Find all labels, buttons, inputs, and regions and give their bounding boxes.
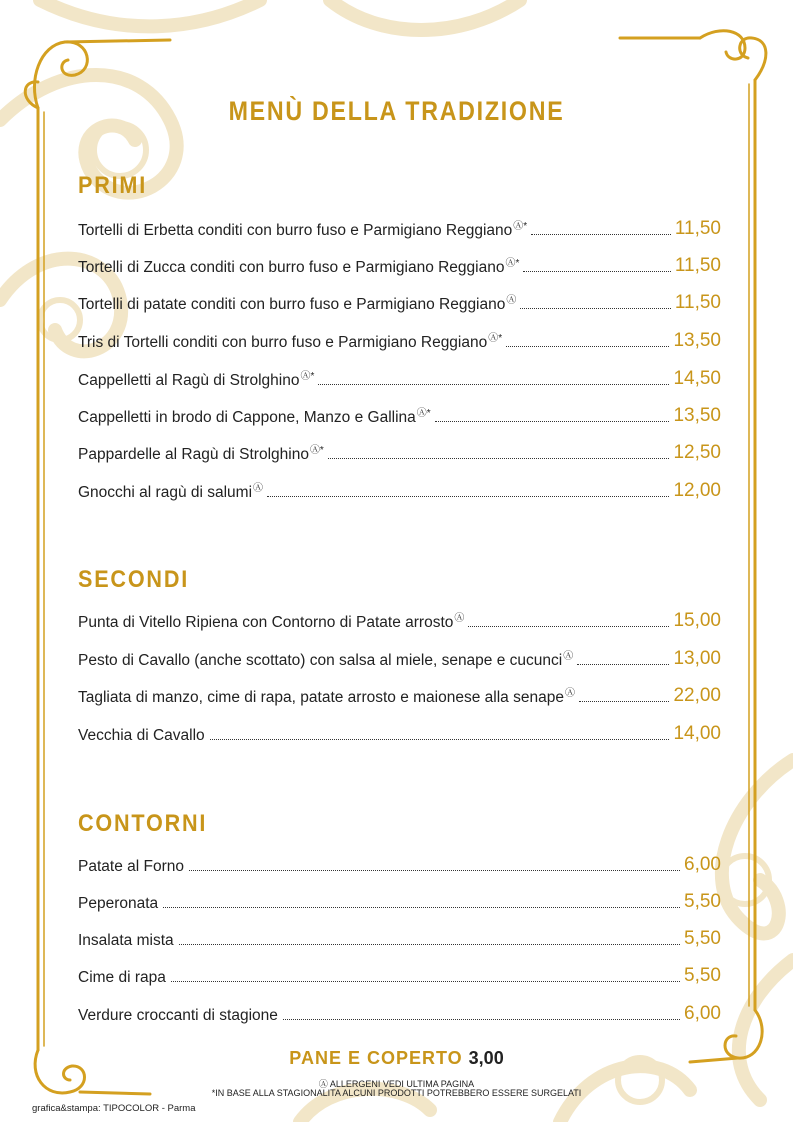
menu-title: MENÙ DELLA TRADIZIONE bbox=[228, 96, 565, 126]
dot-leader bbox=[267, 495, 669, 497]
item-price: 11,50 bbox=[674, 218, 721, 239]
pane-price: 3,00 bbox=[468, 1048, 504, 1068]
item-price: 11,50 bbox=[674, 255, 721, 276]
menu-item bbox=[78, 608, 721, 632]
dot-leader bbox=[523, 270, 670, 272]
allergen-mark: Ⓐ bbox=[253, 483, 264, 494]
allergen-mark: Ⓐ* bbox=[300, 371, 315, 382]
menu-item bbox=[78, 478, 721, 502]
section-title-primi: PRIMI bbox=[78, 172, 148, 199]
menu-item bbox=[78, 328, 721, 352]
menu-item bbox=[78, 721, 721, 745]
item-name: Patate al Forno bbox=[78, 858, 184, 875]
item-name: Pesto di Cavallo (anche scottato) con salsa al miele, senape e cucunciⒶ bbox=[78, 651, 574, 669]
item-price: 6,00 bbox=[684, 1003, 721, 1024]
item-name: Insalata mista bbox=[78, 932, 174, 949]
dot-leader bbox=[179, 943, 680, 945]
item-name: Punta di Vitello Ripiena con Contorno di Patate arrostoⒶ bbox=[78, 613, 465, 631]
print-credit: grafica&stampa: TIPOCOLOR - Parma bbox=[32, 1103, 196, 1114]
menu-item bbox=[78, 926, 721, 950]
item-price: 14,00 bbox=[673, 723, 721, 744]
menu-item bbox=[78, 216, 721, 240]
item-price: 5,50 bbox=[684, 928, 721, 949]
dot-leader bbox=[506, 345, 669, 347]
item-name: Tortelli di Erbetta conditi con burro fuso e Parmigiano ReggianoⒶ* bbox=[78, 221, 528, 239]
item-price: 14,50 bbox=[673, 368, 721, 389]
section-title-secondi: SECONDI bbox=[78, 566, 190, 593]
season-note: *IN BASE ALLA STAGIONALITA ALCUNI PRODOTTI POTREBBERO ESSERE SURGELATI bbox=[211, 1088, 582, 1098]
menu-item bbox=[78, 290, 721, 314]
menu-item bbox=[78, 683, 721, 707]
item-price: 13,50 bbox=[673, 405, 721, 426]
dot-leader bbox=[171, 980, 680, 982]
menu-item bbox=[78, 963, 721, 987]
item-price: 13,00 bbox=[673, 648, 721, 669]
item-price: 11,50 bbox=[674, 292, 721, 313]
pane-label: PANE E COPERTO bbox=[289, 1048, 463, 1068]
item-name: Tortelli di patate conditi con burro fuso e Parmigiano ReggianoⒶ bbox=[78, 295, 517, 313]
allergen-mark: Ⓐ bbox=[564, 688, 575, 699]
dot-leader bbox=[163, 906, 680, 908]
item-name: Peperonata bbox=[78, 895, 159, 912]
dot-leader bbox=[531, 233, 671, 235]
menu-item bbox=[78, 366, 721, 390]
item-name: Pappardelle al Ragù di StrolghinoⒶ* bbox=[78, 445, 324, 463]
allergen-mark: Ⓐ* bbox=[488, 333, 503, 344]
allergen-mark: Ⓐ* bbox=[416, 408, 431, 419]
allergen-mark: Ⓐ* bbox=[505, 258, 520, 269]
item-price: 15,00 bbox=[673, 610, 721, 631]
item-name: Tagliata di manzo, cime di rapa, patate arrosto e maionese alla senapeⒶ bbox=[78, 688, 575, 706]
dot-leader bbox=[328, 457, 670, 459]
item-price: 12,50 bbox=[673, 442, 721, 463]
item-price: 6,00 bbox=[684, 854, 721, 875]
allergen-note: Ⓐ ALLERGENI VEDI ULTIMA PAGINA bbox=[318, 1079, 475, 1089]
item-name: Cime di rapa bbox=[78, 969, 166, 986]
dot-leader bbox=[283, 1018, 680, 1020]
item-price: 22,00 bbox=[673, 685, 721, 706]
menu-item bbox=[78, 253, 721, 277]
pane-e-coperto bbox=[0, 1048, 793, 1069]
allergen-mark: Ⓐ* bbox=[309, 445, 324, 456]
dot-leader bbox=[520, 307, 670, 309]
item-price: 5,50 bbox=[684, 965, 721, 986]
dot-leader bbox=[579, 700, 670, 702]
item-price: 13,50 bbox=[673, 330, 721, 351]
item-name: Tris di Tortelli conditi con burro fuso e Parmigiano ReggianoⒶ* bbox=[78, 333, 503, 351]
allergen-mark: Ⓐ bbox=[506, 295, 517, 306]
item-name: Cappelletti in brodo di Cappone, Manzo e GallinaⒶ* bbox=[78, 408, 431, 426]
dot-leader bbox=[189, 869, 680, 871]
dot-leader bbox=[318, 383, 669, 385]
dot-leader bbox=[468, 625, 669, 627]
menu-item bbox=[78, 889, 721, 913]
item-name: Verdure croccanti di stagione bbox=[78, 1007, 278, 1024]
section-title-contorni: CONTORNI bbox=[78, 810, 208, 837]
item-price: 12,00 bbox=[673, 480, 721, 501]
item-price: 5,50 bbox=[684, 891, 721, 912]
item-name: Tortelli di Zucca conditi con burro fuso e Parmigiano ReggianoⒶ* bbox=[78, 258, 520, 276]
item-name: Vecchia di Cavallo bbox=[78, 727, 205, 744]
dot-leader bbox=[577, 663, 669, 665]
item-name: Gnocchi al ragù di salumiⒶ bbox=[78, 483, 264, 501]
allergen-mark: Ⓐ bbox=[454, 613, 465, 624]
menu-item bbox=[78, 1001, 721, 1025]
menu-item bbox=[78, 440, 721, 464]
menu-item bbox=[78, 646, 721, 670]
menu-item bbox=[78, 403, 721, 427]
dot-leader bbox=[435, 420, 670, 422]
allergen-mark: Ⓐ bbox=[563, 651, 574, 662]
item-name: Cappelletti al Ragù di StrolghinoⒶ* bbox=[78, 371, 315, 389]
dot-leader bbox=[210, 738, 670, 740]
allergen-mark: Ⓐ* bbox=[513, 221, 528, 232]
menu-item bbox=[78, 852, 721, 876]
